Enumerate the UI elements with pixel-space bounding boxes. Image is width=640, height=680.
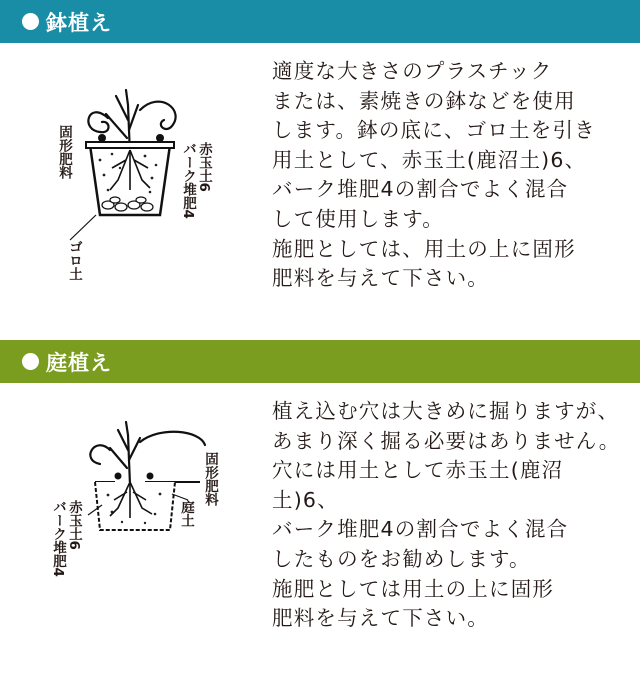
text-line: したものをお勧めします。 xyxy=(272,546,531,571)
text-line: 適度な大きさのプラスチック xyxy=(272,59,553,83)
text-line: バーク堆肥4の割合でよく混合 xyxy=(272,177,569,202)
label-garden-soil: 庭土 xyxy=(178,500,194,527)
garden-plant-drawing xyxy=(0,390,260,680)
section-header-pot xyxy=(0,0,640,43)
text-line: して使用します。 xyxy=(272,206,444,231)
text-line: 肥料を与えて下さい。 xyxy=(272,606,489,631)
pot-instructions xyxy=(272,57,622,294)
text-line: または、素焼きの鉢などを使用 xyxy=(272,88,576,113)
text-line: 施肥としては用土の上に固形 xyxy=(272,576,555,601)
text-line: 用土として、赤玉土(鹿沼土)6、 xyxy=(272,147,587,172)
potted-plant-drawing xyxy=(0,50,260,340)
text-line: 穴には用土として赤玉土(鹿沼土)6、 xyxy=(272,458,564,512)
label-soil: 赤玉土6 xyxy=(66,500,82,550)
text-line: 植え込む穴は大きめに掘りますが、 xyxy=(272,399,620,423)
text-line: あまり深く掘る必要はありません。 xyxy=(272,428,621,453)
bullet-dot-icon xyxy=(22,353,39,370)
label-soil: 赤玉土6 xyxy=(196,142,212,192)
garden-planting-illustration xyxy=(0,390,260,680)
text-line: バーク堆肥4の割合でよく混合 xyxy=(272,517,569,542)
section-header-garden xyxy=(0,340,640,383)
section-title-pot: 鉢植え xyxy=(46,10,112,35)
label-fertilizer: 固形肥料 xyxy=(202,452,218,506)
pot-planting-illustration xyxy=(0,50,260,340)
text-line: します。鉢の底に、ゴロ土を引き xyxy=(272,118,596,143)
label-bark-compost: バーク堆肥4 xyxy=(180,142,196,219)
garden-instructions xyxy=(272,397,622,634)
section-title-garden: 庭植え xyxy=(46,350,112,375)
text-line: 施肥としては、用土の上に固形 xyxy=(272,236,576,261)
bullet-dot-icon xyxy=(22,13,39,30)
label-gravel: ゴロ土 xyxy=(66,240,82,281)
label-fertilizer: 固形肥料 xyxy=(56,125,72,179)
label-bark-compost: バーク堆肥4 xyxy=(50,500,66,577)
text-line: 肥料を与えて下さい。 xyxy=(272,266,489,291)
